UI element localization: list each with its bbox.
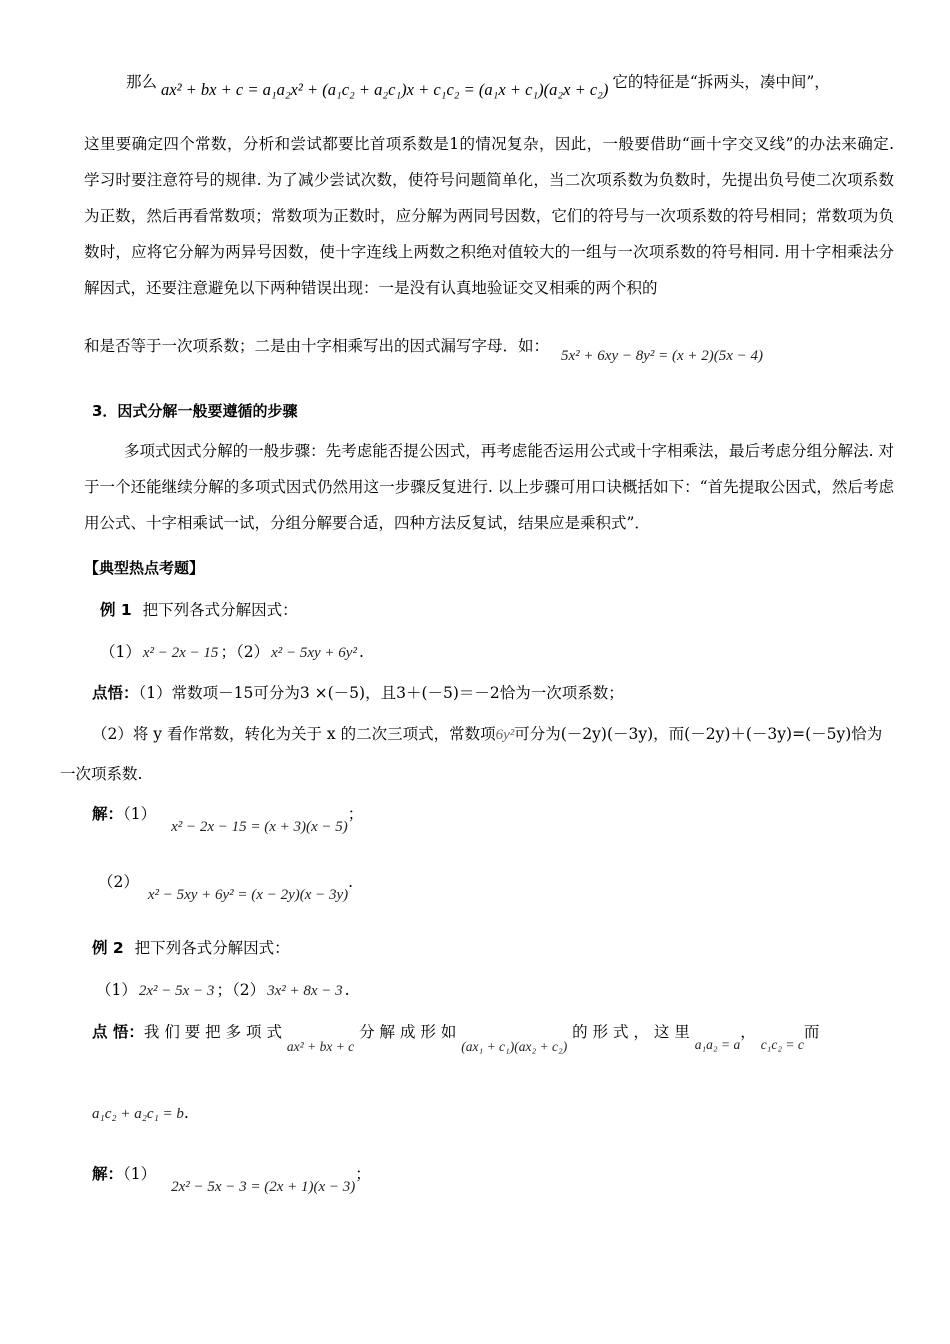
- para1-formula: ax² + bx + c = a₁a₂x² + (a₁c₂ + a₂c₁)x + c₁c₂ = (a₁x + c₁)(a₂x + c₂): [161, 80, 609, 99]
- ex1-tip1: （1）常数项－15可分为3 ×(－5)，且3＋(－5)＝－2恰为一次项系数；: [138, 684, 624, 702]
- ex2-sol1: 2x² − 5x − 3 = (2x + 1)(x − 3): [171, 1179, 356, 1195]
- ex1-tip2-math: 6y²: [495, 727, 515, 743]
- ex2-tip-b: 分 解 成 形 如: [359, 1023, 457, 1041]
- ex2-sol1-end: ；: [355, 1165, 371, 1183]
- ex2-tip-math3: a₁a₂ = a: [694, 1037, 741, 1052]
- ex2-sol1-line: [92, 1162, 371, 1195]
- ex2-q2: 3x² + 8x − 3: [267, 983, 343, 999]
- ex1-tip-label: 点悟：: [92, 684, 139, 702]
- ex1-sol1-end: ；: [347, 805, 364, 823]
- ex1-header: [100, 598, 298, 620]
- ex1-sol2-end: .: [348, 873, 354, 891]
- ex1-tip2-c: 一次项系数.: [60, 765, 143, 783]
- ex2-tip-line: [92, 1020, 892, 1054]
- ex1-q-end: .: [358, 643, 364, 661]
- ex2-tip-d: ，: [740, 1023, 756, 1041]
- ex1-q1-num: （1）: [100, 643, 141, 661]
- ex1-sol1-num: （1）: [123, 805, 157, 823]
- ex2-tip-f: .: [183, 1104, 189, 1122]
- ex2-tip-line2: [92, 1104, 189, 1123]
- ex1-tip2-b: 可分为(－2y)(－3y)，而(－2y)＋(－3y)=(－5y)恰为: [514, 725, 883, 743]
- para1-lead: 那么: [126, 73, 158, 91]
- ex2-tip-math4: c₁c₂ = c: [760, 1037, 804, 1052]
- ex1-q2: x² − 5xy + 6y²: [271, 645, 357, 661]
- ex1-tip-line1: [92, 681, 624, 703]
- para2-last-text: 和是否等于一次项系数；二是由十字相乘写出的因式漏写字母．如：: [84, 337, 550, 355]
- ex2-label: 例 2: [92, 939, 124, 957]
- ex2-header: [92, 936, 290, 958]
- ex2-tip-c: 的 形 式 ， 这 里: [572, 1023, 690, 1041]
- ex2-tip-math5: a₁c₂ + a₂c₁ = b: [92, 1106, 184, 1122]
- section3-heading: 3．因式分解一般要遵循的步骤: [92, 402, 298, 420]
- para1-tail: 它的特征是“拆两头，凑中间”，: [612, 73, 830, 91]
- para2-formula: 5x² + 6xy − 8y² = (x + 2)(5x − 4): [561, 348, 764, 364]
- ex1-tip-line2: [92, 722, 882, 744]
- ex1-questions: [100, 640, 364, 662]
- ex2-q1-num: （1）: [96, 981, 137, 999]
- ex2-questions: [96, 978, 350, 1000]
- para2-text: 这里要确定四个常数，分析和尝试都要比首项系数是1的情况复杂，因此，一般要借助“画十字交叉线”的办法来确定. 学习时要注意符号的规律. 为了减少尝试次数，使符号问题简单化，当二次项系数为负数时，先提出负号使二次项系数为正数，然后再看常数项；常数项为正数时，应分解为两同号因数，它们的符号与一次项系数的符号相同；常数项为负数时，应将它分解为两异号因数，使十字连线上两数之积绝对值较大的一组与一次项系数的符号相同. 用十字相乘法分解因式，还要注意避免以下两种错误出现：一是没有认真地验证交叉相乘的两个积的: [84, 135, 894, 297]
- hot-topics-title: 【典型热点考题】: [84, 559, 205, 577]
- ex1-sol1-line: [92, 802, 364, 835]
- ex2-tip-math2: (ax₁ + c₁)(ax₂ + c₂): [461, 1039, 568, 1054]
- ex1-tip2-a: （2）将 y 看作常数，转化为关于 x 的二次三项式，常数项: [92, 725, 496, 743]
- ex2-tip-a: 我 们 要 把 多 项 式: [143, 1023, 282, 1041]
- ex2-prompt: 把下列各式分解因式：: [134, 939, 290, 957]
- ex1-label: 例 1: [100, 601, 132, 619]
- ex2-q2-num: （2）: [231, 981, 266, 999]
- ex1-q1: x² − 2x − 15: [142, 645, 219, 661]
- para1-line: [126, 70, 830, 99]
- ex2-q-end: .: [344, 981, 350, 999]
- ex1-q2-num: （2）: [235, 643, 270, 661]
- ex1-q-sep: ；: [220, 643, 236, 661]
- ex1-sol2-line: [98, 870, 354, 903]
- ex2-tip-label: 点 悟：: [92, 1023, 144, 1041]
- ex2-q-sep: ；: [216, 981, 232, 999]
- para2-last-line: [84, 334, 764, 364]
- ex1-prompt: 把下列各式分解因式：: [142, 601, 298, 619]
- ex2-sol1-num: （1）: [123, 1165, 157, 1183]
- ex2-q1: 2x² − 5x − 3: [138, 983, 215, 999]
- ex1-sol2: x² − 5xy + 6y² = (x − 2y)(x − 3y): [147, 887, 349, 903]
- ex2-sol-label: 解：: [92, 1165, 124, 1183]
- ex1-sol-label: 解：: [92, 805, 124, 823]
- ex1-sol2-num: （2）: [98, 873, 139, 891]
- ex2-tip-math1: ax² + bx + c: [286, 1039, 355, 1054]
- ex1-sol1: x² − 2x − 15 = (x + 3)(x − 5): [171, 819, 348, 835]
- ex2-tip-e: 而: [803, 1023, 820, 1041]
- section3-text: 多项式因式分解的一般步骤：先考虑能否提公因式，再考虑能否运用公式或十字相乘法，最后考虑分组分解法. 对于一个还能继续分解的多项式因式仍然用这一步骤反复进行. 以上步骤可用口诀概括如下：“首先提取公因式，然后考虑用公式、十字相乘试一试，分组分解要合适，四种方法反复试，结果应是乘积式”．: [84, 442, 894, 532]
